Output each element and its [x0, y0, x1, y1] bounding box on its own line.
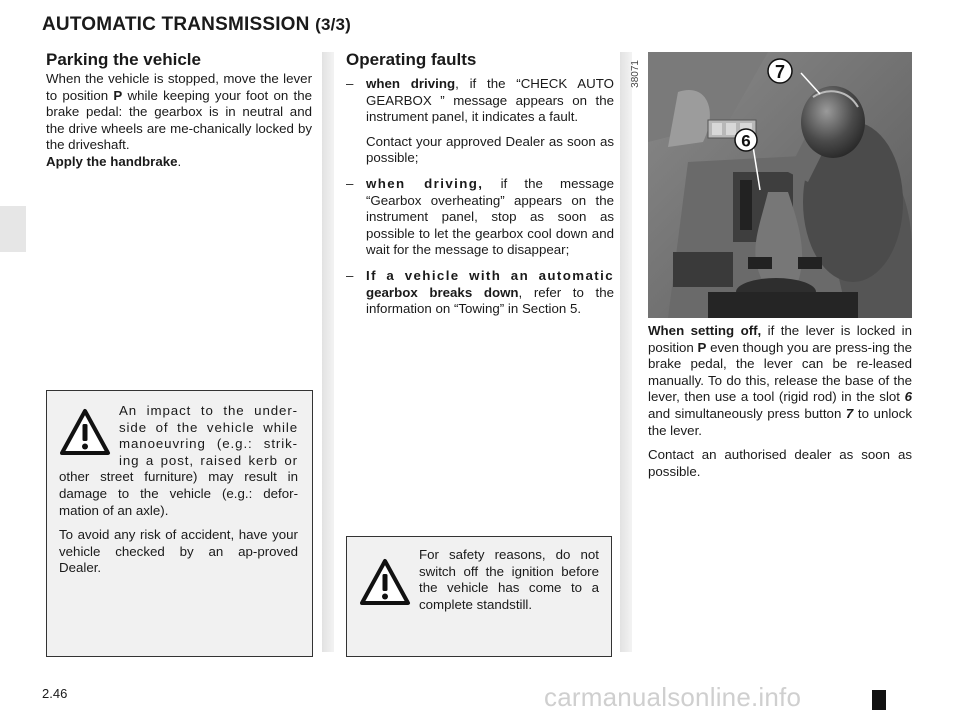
- setting-off-text-4: to unlock the lever.: [648, 405, 912, 438]
- callout-7: 7: [774, 62, 786, 82]
- parking-text-1: When the vehicle is stopped, move the lever to position: [46, 71, 312, 103]
- column-divider: [322, 52, 334, 652]
- parking-text: [46, 71, 312, 171]
- position-p: P: [697, 339, 707, 355]
- setting-off-section: [648, 323, 912, 480]
- fault-item-check-gearbox: [346, 76, 614, 167]
- gear-lever-illustration: [648, 52, 912, 318]
- faults-heading: Operating faults: [346, 50, 477, 69]
- figure-code: 38071: [630, 60, 641, 88]
- list-dash: –: [346, 267, 354, 283]
- period: .: [177, 153, 182, 169]
- button-ref: 7: [845, 405, 854, 421]
- safety-warning-text: For safety reasons, do not switch off the ignition before the vehicle has come to a complete standstill.: [419, 547, 599, 612]
- setting-off-text-3: and simultaneously press button: [648, 405, 846, 421]
- fault-3-text: , refer to the information on “Towing” in Section 5.: [366, 284, 614, 317]
- impact-warning-text-2: To avoid any risk of accident, have your vehicle checked by an ap-proved Dealer.: [59, 527, 298, 576]
- page-title: [42, 14, 351, 36]
- fault-item-overheating: [346, 176, 614, 259]
- callout-6: 6: [741, 131, 751, 151]
- section-tab: [0, 206, 26, 252]
- fault-2-text: if the message “Gearbox overheating” appears on the instrument panel, stop as soon as possible to let the gearbox cool down and wait for the message to disappear;: [366, 175, 615, 258]
- page-number: 2.46: [42, 686, 68, 701]
- parking-text-2: while keeping your foot on the brake pedal: the gearbox is in neutral and the drive wheels are me-chanically locked by the driveshaft.: [46, 87, 312, 153]
- parking-heading: Parking the vehicle: [46, 50, 201, 69]
- slot-ref: 6: [904, 389, 912, 405]
- warning-triangle-icon: [359, 557, 411, 607]
- impact-warning-box: [46, 390, 313, 657]
- fault-3-lead: If a vehicle with an automatic: [366, 267, 614, 283]
- fault-1-sub: Contact your approved Dealer as soon as possible;: [366, 133, 614, 166]
- watermark: carmanualsonline.info: [544, 682, 802, 710]
- safety-warning-box: [346, 536, 612, 657]
- page-title-text: AUTOMATIC TRANSMISSION: [42, 14, 310, 35]
- fault-2-lead: when driving,: [366, 175, 484, 191]
- setting-off-lead: When setting off,: [648, 323, 762, 338]
- fault-1-lead: when driving: [366, 76, 456, 91]
- position-p: P: [113, 87, 123, 103]
- impact-warning-text-a: An impact to the under-side of the vehicle while manoeuvring (e.g.: strik-ing a post, raised kerb or: [119, 403, 298, 468]
- setting-off-text-2: even though you are press-ing the brake pedal, the lever can be re-leased manually. To do this, release the base of the lever, then use a tool (rigid rod) in the slot: [648, 339, 913, 405]
- list-dash: –: [346, 175, 354, 191]
- fault-3-lead-b: gearbox breaks down: [366, 284, 519, 300]
- setting-off-text-1: if the lever is locked in position: [648, 323, 912, 355]
- corner-mark: [872, 690, 886, 710]
- contact-dealer-text: Contact an authorised dealer as soon as possible.: [648, 447, 912, 479]
- impact-warning-text-b: other street furniture) may result in damage to the vehicle (e.g.: defor-mation of an axle).: [59, 469, 298, 518]
- page-title-suffix: (3/3): [315, 15, 352, 34]
- warning-triangle-icon: [59, 407, 111, 457]
- column-divider: [620, 52, 632, 652]
- parking-section: [46, 50, 312, 171]
- list-dash: –: [346, 76, 354, 91]
- fault-1-text: , if the “CHECK AUTO GEARBOX ” message appears on the instrument panel, it indicates a fault.: [366, 76, 614, 125]
- faults-section: [346, 50, 614, 327]
- setting-off-text: [648, 323, 912, 439]
- fault-item-breakdown: [346, 268, 614, 318]
- handbrake-instruction: Apply the handbrake: [46, 153, 178, 169]
- gear-lever-photo: [648, 52, 912, 318]
